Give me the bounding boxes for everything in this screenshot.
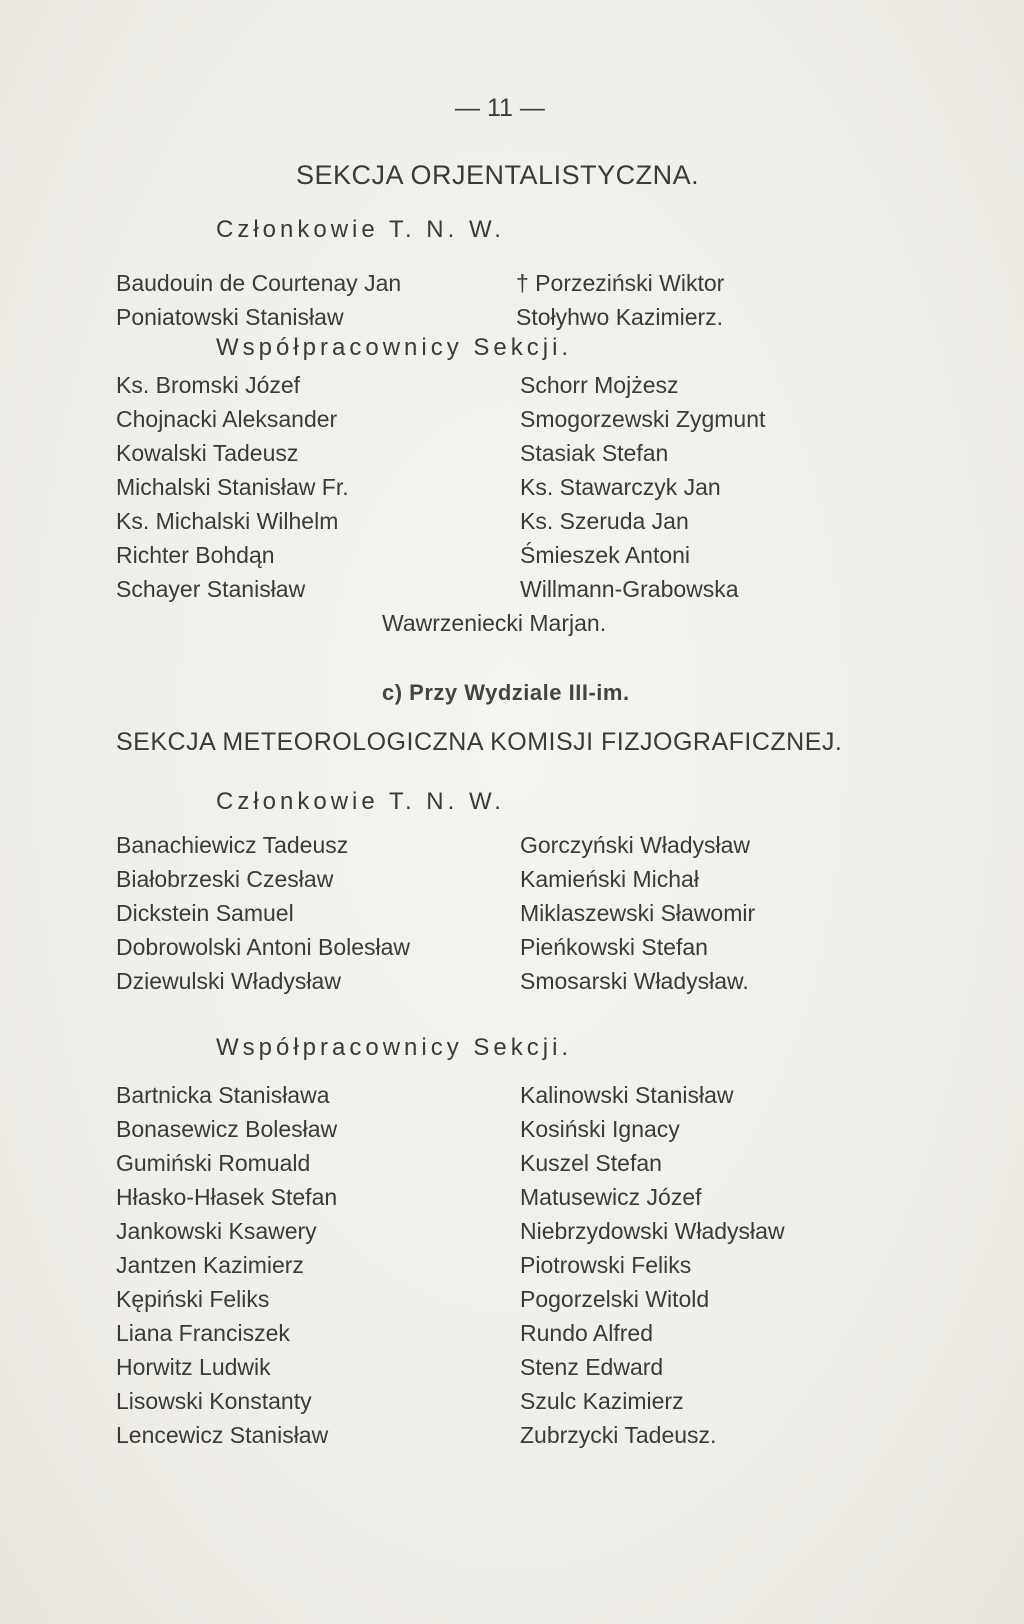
collaborators-right-column [520, 1078, 785, 1452]
collaborators-heading: Współpracownicy Sekcji. [216, 334, 573, 361]
collaborators-right-column [520, 368, 765, 606]
list-item: Dziewulski Władysław [116, 968, 341, 994]
members-heading: Członkowie T. N. W. [216, 216, 505, 243]
list-item: Kępiński Feliks [116, 1286, 270, 1312]
list-item: Bartnicka Stanisława [116, 1082, 330, 1108]
collaborators-last-entry: Wawrzeniecki Marjan. [382, 610, 607, 636]
list-item: Dickstein Samuel [116, 900, 294, 926]
list-item: Ks. Michalski Wilhelm [116, 508, 339, 534]
list-item: Kuszel Stefan [520, 1150, 662, 1176]
list-item: Kalinowski Stanisław [520, 1082, 734, 1108]
list-item: Stołyhwo Kazimierz. [516, 304, 724, 330]
members-left-column [116, 266, 401, 334]
list-item: Baudouin de Courtenay Jan [116, 270, 402, 296]
list-item: Smosarski Władysław. [520, 968, 749, 994]
list-item: Jankowski Ksawery [116, 1218, 317, 1244]
list-item: Ks. Bromski Józef [116, 372, 301, 398]
list-item: Chojnacki Aleksander [116, 406, 338, 432]
list-item: Stasiak Stefan [520, 440, 669, 466]
list-item: Liana Franciszek [116, 1320, 290, 1346]
list-item: Gorczyński Władysław [520, 832, 751, 858]
list-item: Stenz Edward [520, 1354, 664, 1380]
collaborators-heading: Współpracownicy Sekcji. [216, 1034, 573, 1061]
list-item: Kowalski Tadeusz [116, 440, 299, 466]
collaborators-left-column [116, 1078, 337, 1452]
members-right-column [516, 266, 724, 334]
list-item: Banachiewicz Tadeusz [116, 832, 349, 858]
list-item: Gumiński Romuald [116, 1150, 311, 1176]
list-item: Smogorzewski Zygmunt [520, 406, 766, 432]
list-item: Schorr Mojżesz [520, 372, 679, 398]
section-title-meteorology: SEKCJA METEOROLOGICZNA KOMISJI FIZJOGRAFICZNEJ. [116, 728, 843, 756]
list-item: Miklaszewski Sławomir [520, 900, 756, 926]
members-left-column [116, 828, 410, 998]
list-item: Zubrzycki Tadeusz. [520, 1422, 717, 1448]
list-item: Bonasewicz Bolesław [116, 1116, 338, 1142]
list-item: Lencewicz Stanisław [116, 1422, 329, 1448]
list-item: Matusewicz Józef [520, 1184, 702, 1210]
list-item: Białobrzeski Czesław [116, 866, 334, 892]
section-title-orientalist: SEKCJA ORJENTALISTYCZNA. [296, 160, 700, 190]
division-heading: c) Przy Wydziale III-im. [382, 680, 630, 705]
list-item: Michalski Stanisław Fr. [116, 474, 349, 500]
members-right-column [520, 828, 755, 998]
list-item: Śmieszek Antoni [520, 542, 691, 568]
list-item: Willmann-Grabowska [520, 576, 739, 602]
list-item: Ks. Szeruda Jan [520, 508, 689, 534]
list-item: Poniatowski Stanisław [116, 304, 344, 330]
list-item: Pogorzelski Witold [520, 1286, 710, 1312]
list-item: Jantzen Kazimierz [116, 1252, 304, 1278]
list-item: Schayer Stanisław [116, 576, 306, 602]
list-item: Piotrowski Feliks [520, 1252, 692, 1278]
members-heading: Członkowie T. N. W. [216, 788, 505, 815]
list-item: Rundo Alfred [520, 1320, 653, 1346]
list-item: Dobrowolski Antoni Bolesław [116, 934, 411, 960]
list-item: Pieńkowski Stefan [520, 934, 708, 960]
list-item: Kamieński Michał [520, 866, 699, 892]
list-item: † Porzeziński Wiktor [516, 270, 725, 296]
list-item: Horwitz Ludwik [116, 1354, 271, 1380]
collaborators-left-column [116, 368, 349, 606]
list-item: Szulc Kazimierz [520, 1388, 684, 1414]
list-item: Richter Bohdąn [116, 542, 275, 568]
list-item: Hłasko-Hłasek Stefan [116, 1184, 338, 1210]
list-item: Niebrzydowski Władysław [520, 1218, 785, 1244]
list-item: Lisowski Konstanty [116, 1388, 312, 1414]
list-item: Kosiński Ignacy [520, 1116, 680, 1142]
list-item: Ks. Stawarczyk Jan [520, 474, 721, 500]
page-number: — 11 — [455, 94, 545, 122]
